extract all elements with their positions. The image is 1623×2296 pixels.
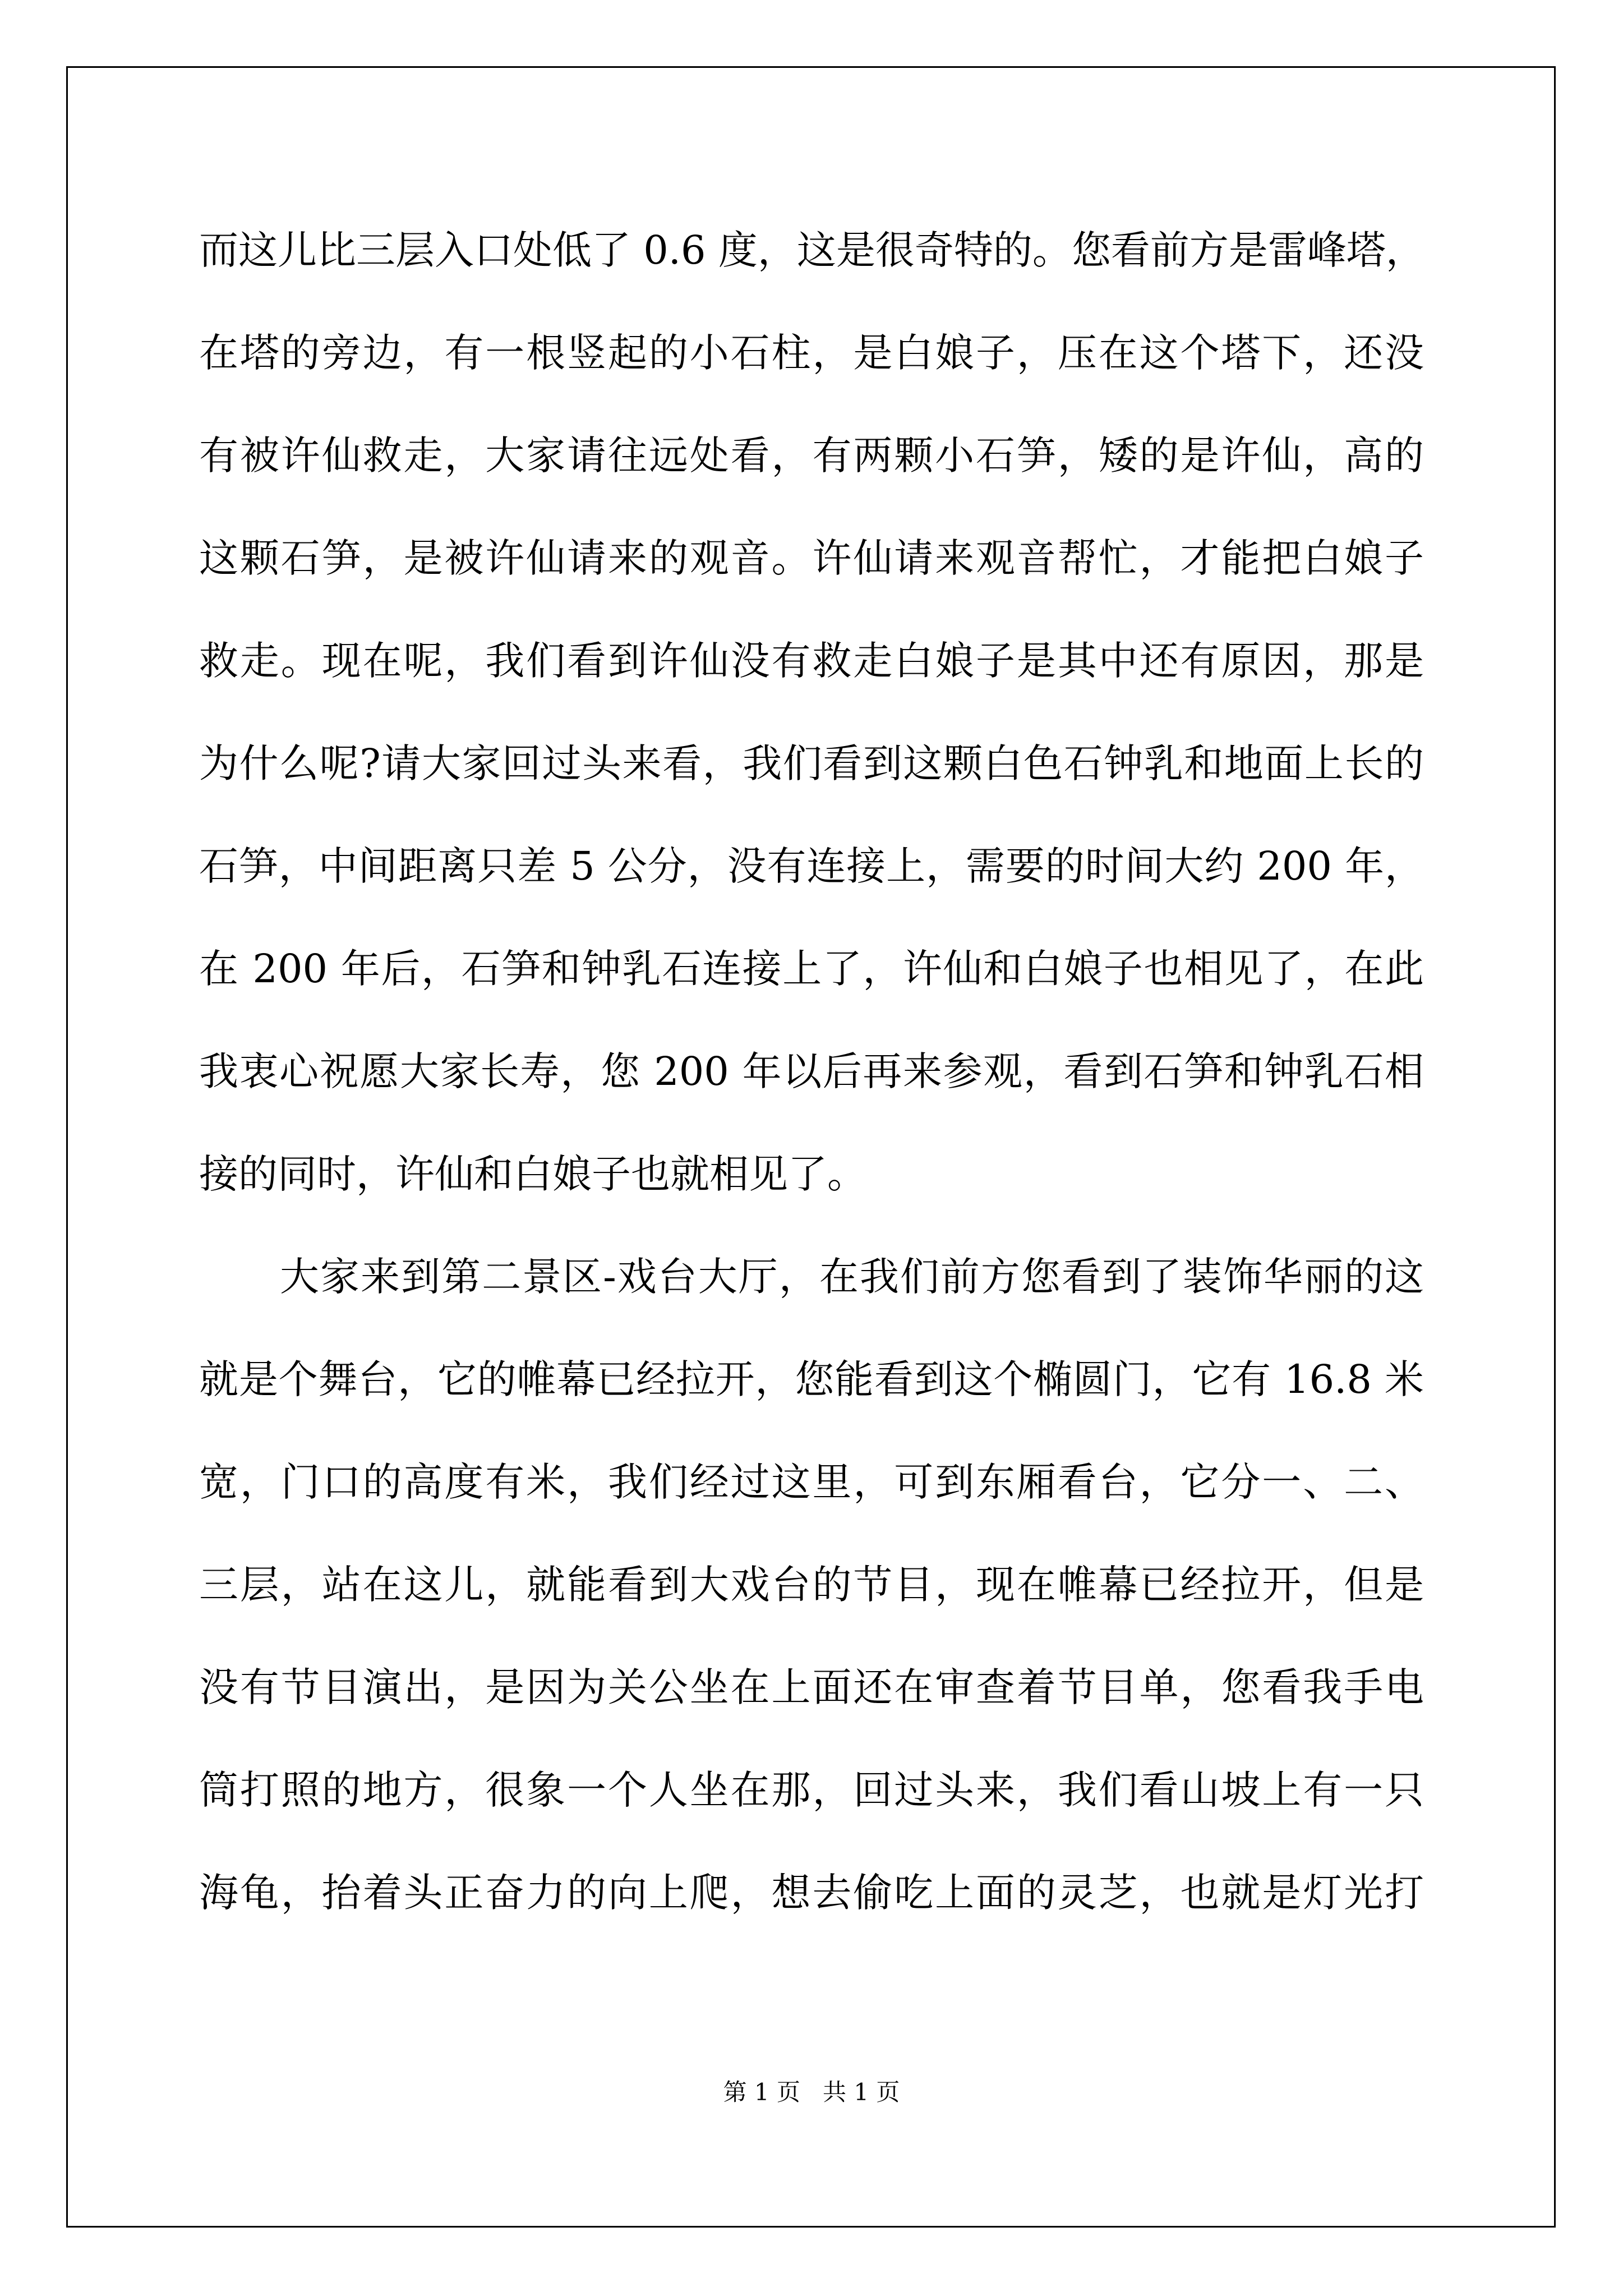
text-line: 而这儿比三层入口处低了 0.6 度，这是很奇特的。您看前方是雷峰塔， xyxy=(199,227,1425,273)
text-line: 我衷心祝愿大家长寿，您 200 年以后再来参观，看到石笋和钟乳石相 xyxy=(199,1048,1424,1094)
page-total: 共 1 页 xyxy=(823,2078,900,2106)
paragraph-1 xyxy=(199,199,1424,1226)
text-line: 没有节目演出，是因为关公坐在上面还在审查着节目单，您看我手电 xyxy=(199,1664,1424,1710)
text-line: 有被许仙救走，大家请往远处看，有两颗小石笋，矮的是许仙，高的 xyxy=(199,432,1424,478)
text-line: 救走。现在呢，我们看到许仙没有救走白娘子是其中还有原因，那是 xyxy=(199,638,1424,684)
document-body xyxy=(199,199,1424,1944)
paragraph-2 xyxy=(199,1226,1424,1944)
text-line: 三层，站在这儿，就能看到大戏台的节目，现在帷幕已经拉开，但是 xyxy=(199,1562,1424,1608)
text-line: 石笋，中间距离只差 5 公分，没有连接上，需要的时间大约 200 年， xyxy=(199,843,1424,889)
text-line: 接的同时，许仙和白娘子也就相见了。 xyxy=(199,1151,866,1197)
text-line: 就是个舞台，它的帷幕已经拉开，您能看到这个椭圆门，它有 16.8 米 xyxy=(199,1356,1424,1402)
text-line: 宽，门口的高度有米，我们经过这里，可到东厢看台，它分一、二、 xyxy=(199,1459,1424,1505)
page-number: 第 1 页 xyxy=(723,2078,800,2106)
text-line: 大家来到第二景区-戏台大厅，在我们前方您看到了装饰华丽的这 xyxy=(199,1254,1424,1300)
text-line: 在塔的旁边，有一根竖起的小石柱，是白娘子，压在这个塔下，还没 xyxy=(199,330,1424,376)
text-line: 为什么呢?请大家回过头来看，我们看到这颗白色石钟乳和地面上长的 xyxy=(199,740,1424,786)
text-line: 这颗石笋，是被许仙请来的观音。许仙请来观音帮忙，才能把白娘子 xyxy=(199,535,1424,581)
text-line: 在 200 年后，石笋和钟乳石连接上了，许仙和白娘子也相见了，在此 xyxy=(199,946,1424,992)
text-line: 筒打照的地方，很象一个人坐在那，回过头来，我们看山坡上有一只 xyxy=(199,1767,1424,1813)
page-footer xyxy=(0,2076,1623,2109)
text-line: 海龟，抬着头正奋力的向上爬，想去偷吃上面的灵芝，也就是灯光打 xyxy=(199,1870,1424,1916)
